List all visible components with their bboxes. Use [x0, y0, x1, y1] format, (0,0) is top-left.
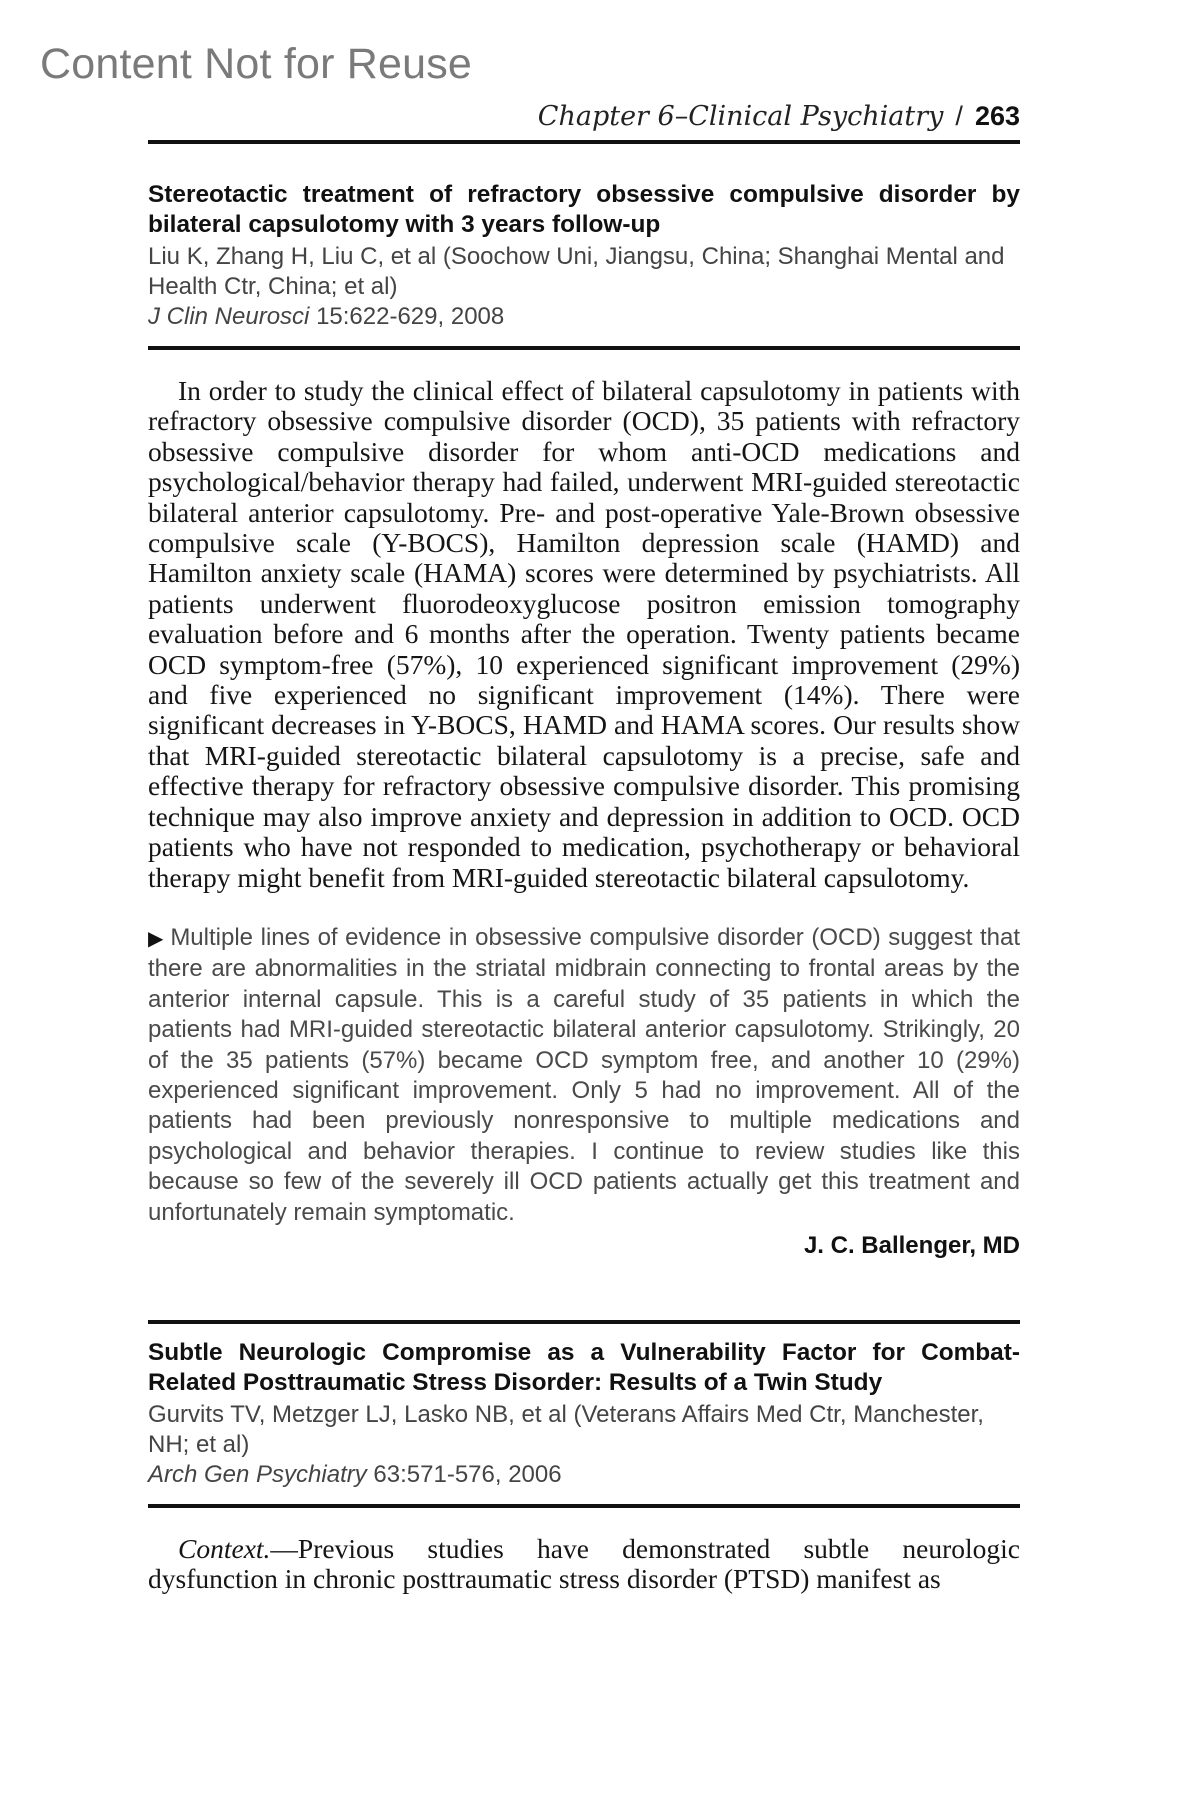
- article1-citation: [148, 144, 1020, 350]
- article1-comment: [148, 923, 1020, 1228]
- page-number: 263: [974, 101, 1020, 131]
- article2-title: Subtle Neurologic Compromise as a Vulnerability Factor for Combat-Related Posttraumatic Stress Disorder: Results of a Twin Study: [148, 1338, 1020, 1396]
- article1-journal: J Clin Neurosci: [148, 303, 310, 330]
- article1-signature: J. C. Ballenger, MD: [803, 1231, 1020, 1259]
- article2-abstract-lead: Context.: [178, 1532, 271, 1564]
- article1-title: Stereotactic treatment of refractory obsessive compulsive disorder by bilateral capsulotomy with 3 years follow-up: [148, 181, 1020, 238]
- article2-journal-line: [148, 1460, 1020, 1490]
- article1-comment-text: Multiple lines of evidence in obsessive compulsive disorder (OCD) suggest that there are abnormalities in the striatal midbrain connecting to frontal areas by the anterior internal capsule. This is a careful study of 35 patients in which the patients had MRI-guided stereotactic bilateral anterior capsulotomy. Strikingly, 20 of the 35 patients (57%) became OCD symptom free, and another 10 (29%) experienced significant improvement. Only 5 had no improvement. All of the patients had been previously nonresponsive to multiple medications and psychological and behavior therapies. I continue to review studies like this because so few of the severely ill OCD patients actually get this treatment and unfortunately remain symptomatic.: [148, 923, 1020, 1226]
- running-head: [148, 84, 1020, 144]
- article2-abstract: [148, 1534, 1020, 1595]
- article2-volume-pages: 63:571-576, 2006: [373, 1460, 562, 1488]
- chapter-title: Chapter 6–Clinical Psychiatry: [537, 101, 944, 132]
- page: [148, 84, 1020, 1622]
- article1-volume-pages: 15:622-629, 2008: [316, 303, 505, 330]
- article2-journal: Arch Gen Psychiatry: [148, 1460, 367, 1488]
- article1-authors: Liu K, Zhang H, Liu C, et al (Soochow Uni, Jiangsu, China; Shanghai Mental and Health Ctr, China; et al): [148, 243, 1005, 300]
- article1-journal-line: [148, 302, 1020, 332]
- running-head-separator: /: [955, 101, 963, 131]
- article2-authors: Gurvits TV, Metzger LJ, Lasko NB, et al (Veterans Affairs Med Ctr, Manchester, NH; et al): [148, 1400, 984, 1458]
- play-triangle-icon: ▶: [148, 927, 165, 950]
- watermark: Content Not for Reuse: [40, 40, 473, 88]
- article2-citation: [148, 1324, 1020, 1508]
- article2-abstract-text: —Previous studies have demonstrated subtle neurologic dysfunction in chronic posttraumatic stress disorder (PTSD) manifest as: [148, 1532, 1020, 1595]
- article1-abstract: In order to study the clinical effect of bilateral capsulotomy in patients with refractory obsessive compulsive disorder (OCD), 35 patients with refractory obsessive compulsive disorder for whom anti-OCD medications and psychological/behavior therapy had failed, underwent MRI-guided stereotactic bilateral anterior capsulotomy. Pre- and post-operative Yale-Brown obsessive compulsive scale (Y-BOCS), Hamilton depression scale (HAMD) and Hamilton anxiety scale (HAMA) scores were determined by psychiatrists. All patients underwent fluorodeoxyglucose positron emission tomography evaluation before and 6 months after the operation. Twenty patients became OCD symptom-free (57%), 10 experienced significant improvement (29%) and five experienced no significant improvement (14%). There were significant decreases in Y-BOCS, HAMD and HAMA scores. Our results show that MRI-guided stereotactic bilateral capsulotomy is a precise, safe and effective therapy for refractory obsessive compulsive disorder. This promising technique may also improve anxiety and depression in addition to OCD. OCD patients who have not responded to medication, psychotherapy or behavioral therapy might benefit from MRI-guided stereotactic bilateral capsulotomy.: [148, 375, 1020, 893]
